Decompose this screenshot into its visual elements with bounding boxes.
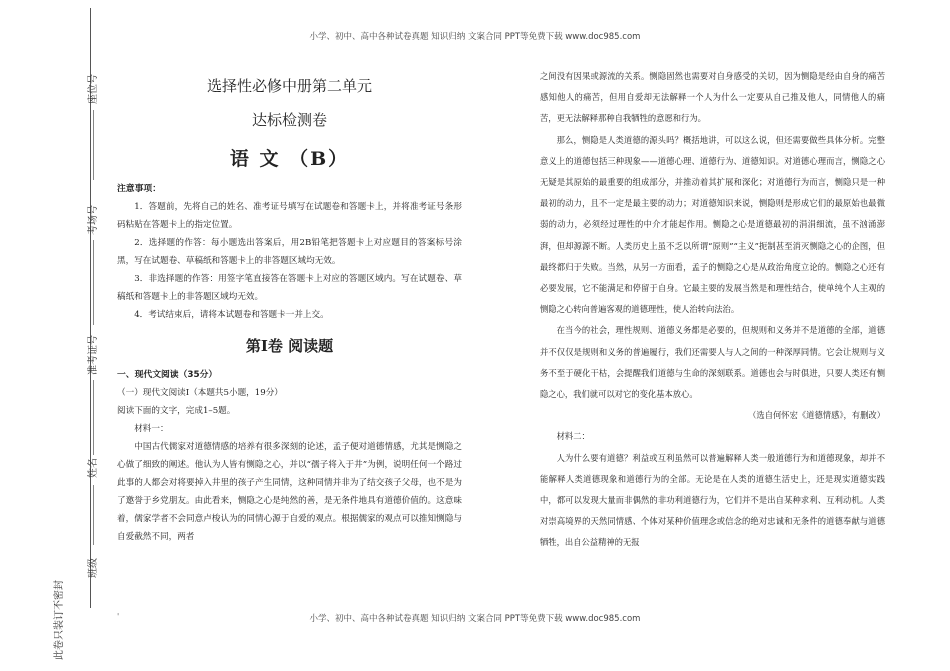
source-citation: （选自何怀宏《道德情感》，有删改） — [748, 410, 885, 421]
body-paragraph: 在当今的社会，理性规则、道德义务都是必要的，但规则和义务并不是道德的全部，道德并不仅仅是规则和义务的普遍履行，我们还需要人与人之间的一种深厚同情。它会让规则与义务不至于硬化干枯，会提醒我们道德与生命的深刻联系。道德也会与时俱进，只要人类还有恻隐之心，我们就可以对它的变化基本放心。 — [540, 325, 885, 400]
name-label: 姓名 — [88, 458, 99, 478]
ticket-number-field — [93, 380, 94, 455]
volume-title: 第Ⅰ卷 阅读题 — [245, 337, 334, 355]
material-one-paragraph: 中国古代儒家对道德情感的培养有很多深刻的论述，孟子便对道德情感，尤其是恻隐之心做了细致的阐述。他认为人皆有恻隐之心，并以“孺子将入于井”为例，说明任何一个路过此事的人都会对将要掉入井里的孩子产生同情，这种同情并非为了结交孩子父母，也不是为了邀誉于乡党朋友。由此看来，恻隐之心是纯然的善，是无条件地具有道德价值的。这意味着，儒家学者不会同意卢梭认为的同情心源于自爱的观点。根据儒家的观点可以推知恻隐与自爱截然不同，两者 — [117, 442, 462, 542]
title-subject: 语 文 （B） — [229, 148, 350, 170]
note-item: 4．考试结束后，请将本试题卷和答题卡一并上交。 — [134, 310, 329, 320]
name-field — [93, 485, 94, 545]
notes-heading: 注意事项： — [117, 184, 161, 194]
note-item: 3．非选择题的作答：用签字笔直接答在答题卡上对应的答题区域内。写在试题卷、草稿纸和答题卡上的非答题区域均无效。 — [117, 274, 462, 302]
subsection-heading: （一）现代文阅读Ⅰ（本题共5小题，19分） — [117, 388, 283, 398]
seat-number-label: 座位号 — [88, 74, 99, 104]
material-two-label: 材料二： — [556, 431, 590, 442]
exam-room-field — [93, 240, 94, 325]
ticket-number-label: 准考证号 — [88, 335, 99, 375]
title-unit: 选择性必修中册第二单元 — [206, 77, 372, 95]
body-paragraph: 那么，恻隐是人类道德的源头吗？概括地讲，可以这么说，但还需要做些具体分析。完整意义上的道德包括三种现象——道德心理、道德行为、道德知识。对道德心理而言，恻隐之心无疑是其原始的最重要的组成部分，并推动着其扩展和深化；对道德行为而言，恻隐只是一种最初的动力，且不一定是最主要的动力；对道德知识来说，恻隐则是形成它们的最原始也最微弱的动力，必须经过理性的中介才能起作用。恻隐之心是道德最初的涓涓细流，虽不汹涌澎湃，但却源源不断。人类历史上虽不乏以所谓“原则”“主义”扼制甚至消灭恻隐之心的企图，但最终都归于失败。当然，从另一方面看，孟子的恻隐之心是从政治角度立论的。恻隐之心还有必要发展，它不能满足和停留于自身。它最主要的发展当然是和理性结合，使单纯个人主观的恻隐之心转向普遍客观的道德理性，使人治转向法治。 — [540, 134, 885, 315]
material-two-paragraph: 人为什么要有道德？利益或互利虽然可以普遍解释人类一般道德行为和道德现象，却并不能解释人类道德现象和道德行为的全部。无论是在人类的道德生活史上，还是现实道德实践中，都可以发现大量而非偶然的非功利道德行为，它们并不是出自某种求利、互利动机。人类对崇高境界的天然同情感、个体对某种价值理念或信念的绝对忠诚和无条件的道德奉献与道德牺牲，出自公益精神的无报 — [540, 452, 885, 548]
note-item: 2．选择题的作答：每小题选出答案后，用2B铅笔把答题卡上对应题目的答案标号涂黑，写在试题卷、草稿纸和答题卡上的非答题区域均无效。 — [117, 238, 462, 266]
left-column — [117, 72, 462, 546]
material-one-label: 材料一： — [134, 424, 169, 434]
exam-room-label: 考场号 — [88, 205, 99, 235]
right-column — [540, 66, 885, 554]
page-header: 小学、初中、高中各种试卷真题 知识归纳 文案合同 PPT等免费下载 www.doc985.com — [309, 32, 641, 42]
title-test: 达标检测卷 — [251, 111, 327, 129]
page-tick-mark: ' — [117, 612, 120, 621]
section-heading: 一、现代文阅读（35分） — [117, 370, 218, 380]
note-item: 1．答题前，先将自己的姓名、准考证号填写在试题卷和答题卡上，并将准考证号条形码粘贴在答题卡上的指定位置。 — [117, 202, 462, 230]
class-label: 班级 — [88, 558, 99, 578]
page-footer: 小学、初中、高中各种试卷真题 知识归纳 文案合同 PPT等免费下载 www.doc985.com — [309, 614, 641, 624]
seal-notice: 此卷只装订不密封 — [54, 580, 65, 660]
instruction-text: 阅读下面的文字，完成1–5题。 — [117, 406, 236, 416]
body-paragraph: 之间没有因果或源流的关系。恻隐固然也需要对自身感受的关切，因为恻隐是经由自身的痛苦感知他人的痛苦，但用自爱却无法解释一个人为什么一定要从自己推及他人，同情他人的痛苦，更无法解释那种自我牺牲的意愿和行为。 — [540, 71, 885, 124]
seat-number-field — [93, 110, 94, 180]
